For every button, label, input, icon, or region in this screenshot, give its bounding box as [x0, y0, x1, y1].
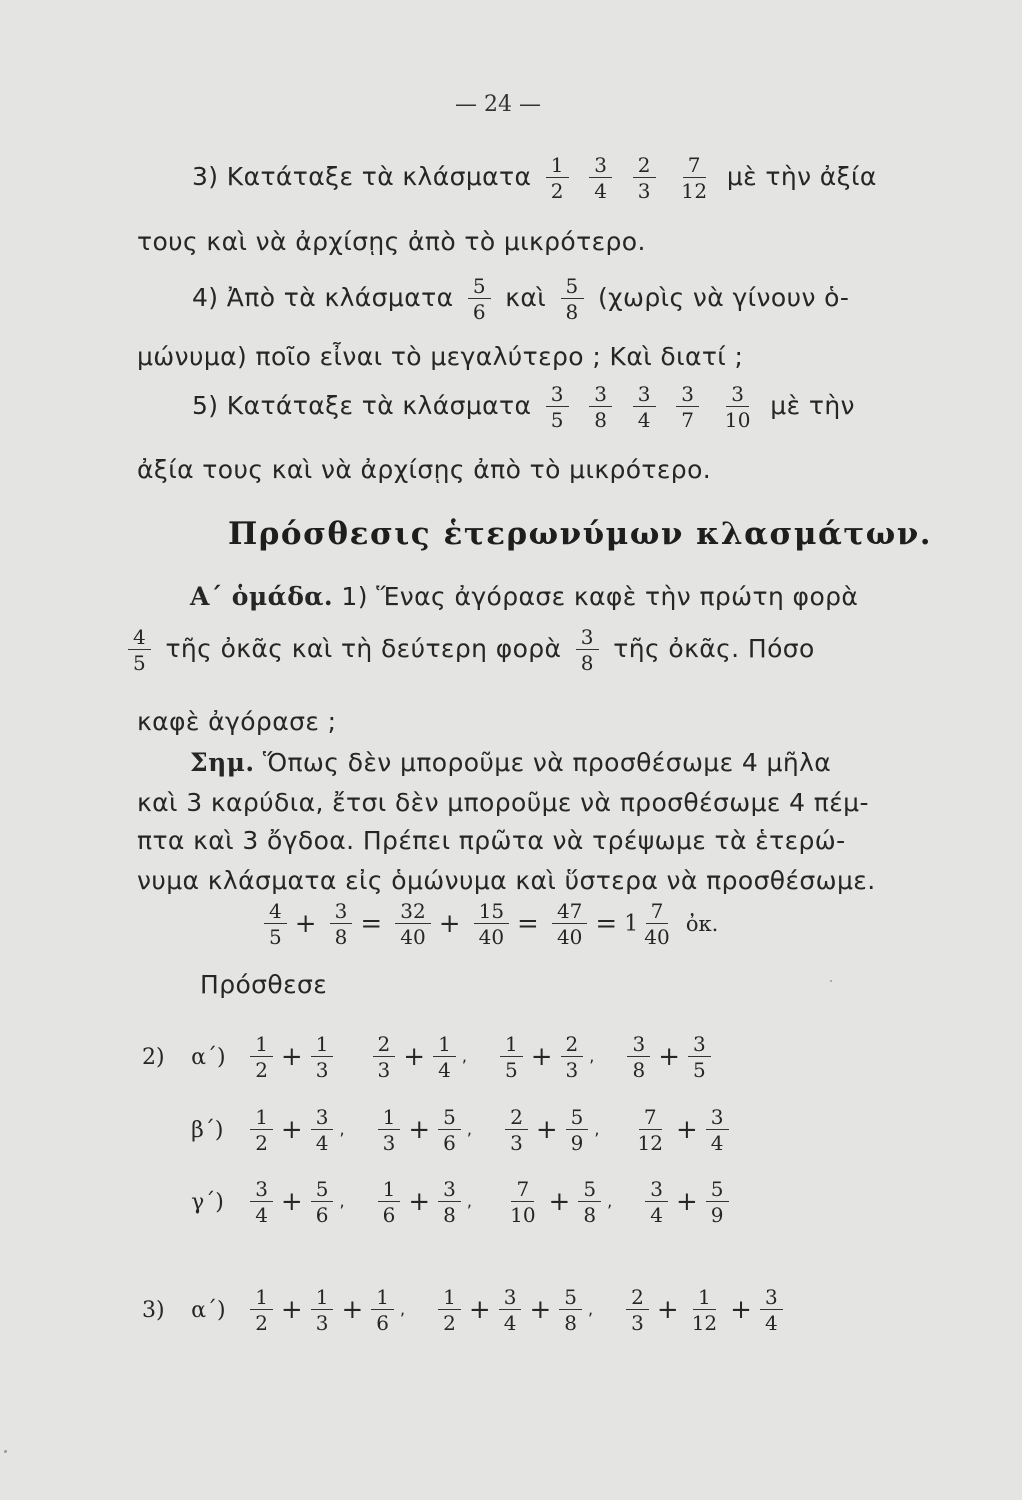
fraction	[378, 1178, 401, 1226]
item-4-suffix: (χωρὶς νὰ γίνουν ὁ-	[598, 283, 850, 312]
numerator: 3	[645, 1178, 668, 1202]
denominator: 6	[376, 1311, 389, 1335]
page-number: — 24 —	[455, 92, 541, 117]
group-label: Α΄ ὁμάδα.	[190, 582, 334, 611]
sum-expression: $\frac{1}{2}$ + $\frac{1}{3}$ + $\frac{1}{6}$ ,	[244, 1286, 405, 1334]
sum-expression: $\frac{1}{3}$ + $\frac{5}{6}$ ,	[372, 1106, 472, 1154]
fraction	[578, 1178, 601, 1226]
numerator: 1	[546, 154, 569, 178]
numerator: 1	[311, 1033, 334, 1057]
denominator: 3	[315, 1058, 329, 1082]
sum-expression	[620, 1286, 789, 1334]
denominator: 4	[594, 179, 608, 203]
denominator: 9	[710, 1203, 724, 1227]
fraction	[438, 1106, 461, 1154]
problem-1-text-b: τῆς ὀκᾶς. Πόσο	[613, 634, 815, 663]
numerator: 1	[693, 1286, 716, 1310]
denominator: 8	[594, 408, 608, 432]
fraction	[639, 900, 674, 948]
denominator: 7	[681, 408, 695, 432]
fraction	[589, 154, 612, 202]
fraction	[264, 900, 287, 948]
plus-sign: +	[730, 1295, 752, 1325]
numerator: 15	[474, 900, 509, 924]
plus-sign: +	[548, 1187, 571, 1217]
item-3-suffix: μὲ τὴν ἀξία	[726, 162, 877, 191]
numerator: 1	[371, 1286, 394, 1310]
denominator: 9	[570, 1131, 584, 1155]
mixed-whole: 1	[624, 911, 639, 937]
numerator: 7	[511, 1178, 534, 1202]
denominator: 4	[503, 1311, 517, 1335]
item-4-line-2: μώνυμα) ποῖο εἶναι τὸ μεγαλύτερο ; Καὶ διατί ;	[137, 342, 744, 371]
numerator: 5	[311, 1178, 334, 1202]
row-label: γ΄)	[191, 1189, 224, 1215]
sum-expression: $\frac{1}{2}$ + $\frac{3}{4}$ + $\frac{5}{8}$ ,	[432, 1286, 593, 1334]
fraction	[505, 1178, 540, 1226]
numerator: 5	[438, 1106, 461, 1130]
denominator: 40	[400, 925, 426, 949]
fraction	[633, 154, 656, 202]
denominator: 3	[510, 1131, 523, 1155]
numerator: 1	[378, 1106, 401, 1130]
numerator: 1	[378, 1178, 401, 1202]
row-label: α΄)	[191, 1044, 226, 1070]
note-line-1	[190, 748, 831, 778]
denominator: 4	[764, 1311, 778, 1335]
fraction	[395, 900, 430, 948]
numerator: 3	[627, 1033, 650, 1057]
denominator: 40	[556, 925, 583, 949]
fraction	[676, 154, 712, 202]
numerator: 3	[311, 1106, 334, 1130]
denominator: 8	[334, 925, 348, 949]
fraction	[468, 275, 491, 323]
fraction	[676, 383, 699, 431]
numerator: 7	[683, 154, 706, 178]
item-3-line-1	[192, 154, 877, 202]
denominator: 8	[580, 651, 594, 675]
equals-sign: =	[517, 909, 539, 939]
numerator: 3	[760, 1286, 783, 1310]
denominator: 8	[443, 1203, 456, 1227]
item-3-prefix: 3) Κατάταξε τὰ κλάσματα	[192, 162, 532, 191]
numerator: 3	[676, 383, 699, 407]
numerator: 5	[559, 1286, 582, 1310]
fraction	[438, 1178, 461, 1226]
item-4-line-1	[192, 275, 849, 323]
fraction	[505, 1106, 528, 1154]
note-line-4: νυμα κλάσματα εἰς ὁμώνυμα καὶ ὕστερα νὰ προσθέσωμε.	[137, 866, 876, 895]
denominator: 2	[443, 1311, 456, 1335]
fraction	[311, 1178, 334, 1226]
denominator: 4	[315, 1131, 329, 1155]
denominator: 3	[382, 1131, 396, 1155]
sum-expression: $\frac{7}{10}$ + $\frac{5}{8}$ ,	[499, 1178, 612, 1226]
denominator: 12	[681, 179, 708, 203]
worked-equation	[258, 900, 718, 948]
fraction	[433, 1033, 456, 1081]
fraction	[438, 1286, 461, 1334]
sum-expression: $\frac{1}{5}$ + $\frac{2}{3}$ ,	[494, 1033, 594, 1081]
numerator: 3	[576, 626, 599, 650]
denominator: 5	[505, 1058, 518, 1082]
plus-sign: +	[676, 1115, 698, 1145]
fraction	[500, 1033, 523, 1081]
problem-1-line-1	[190, 582, 858, 612]
section-heading: Πρόσθεσις ἑτερωνύμων κλασμάτων.	[228, 516, 933, 552]
row-label: α΄)	[191, 1297, 226, 1323]
fraction	[720, 383, 756, 431]
numerator: 3	[438, 1178, 461, 1202]
numerator: 4	[264, 900, 287, 924]
item-5-line-2: ἀξία τους καὶ νὰ ἀρχίσῃς ἀπὸ τὸ μικρότερο.	[137, 455, 712, 484]
numerator: 7	[646, 900, 669, 924]
fraction	[552, 900, 587, 948]
numerator: 5	[561, 275, 584, 299]
denominator: 40	[478, 925, 505, 949]
fraction	[706, 1106, 729, 1154]
fraction	[627, 1033, 650, 1081]
note-line-2: καὶ 3 καρύδια, ἔτσι δὲν μποροῦμε νὰ προσθέσωμε 4 πέμ-	[137, 788, 869, 817]
numerator: 1	[250, 1286, 273, 1310]
denominator: 4	[255, 1203, 268, 1227]
numerator: 3	[330, 900, 353, 924]
numerator: 3	[633, 383, 656, 407]
sum-expression	[627, 1106, 735, 1154]
equals-sign: =	[595, 909, 618, 939]
numerator: 5	[468, 275, 491, 299]
denominator: 3	[637, 179, 651, 203]
fraction	[330, 900, 353, 948]
denominator: 8	[632, 1058, 646, 1082]
denominator: 3	[315, 1311, 329, 1335]
denominator: 2	[255, 1131, 268, 1155]
numerator: 2	[373, 1033, 396, 1057]
denominator: 3	[565, 1058, 579, 1082]
item-5-line-1	[192, 383, 855, 431]
fraction	[559, 1286, 582, 1334]
denominator: 8	[565, 300, 579, 324]
numerator: 1	[438, 1286, 461, 1310]
sum-expression	[244, 1033, 339, 1081]
denominator: 3	[377, 1058, 391, 1082]
fraction	[589, 383, 612, 431]
fraction	[633, 1106, 668, 1154]
denominator: 2	[550, 179, 564, 203]
paper-speck	[4, 1450, 7, 1453]
denominator: 5	[133, 651, 147, 675]
numerator: 1	[250, 1106, 273, 1130]
denominator: 40	[644, 925, 670, 949]
fraction	[128, 626, 151, 674]
exercise-number: 2)	[142, 1044, 165, 1070]
numerator: 3	[589, 154, 612, 178]
item-4-prefix: 4) Ἀπὸ τὰ κλάσματα	[192, 283, 454, 312]
fraction	[311, 1106, 334, 1154]
denominator: 5	[692, 1058, 706, 1082]
denominator: 4	[438, 1058, 451, 1082]
denominator: 8	[583, 1203, 597, 1227]
fraction	[561, 275, 584, 323]
sum-expression: $\frac{2}{3}$ + $\frac{5}{9}$ ,	[499, 1106, 599, 1154]
numerator: 3	[589, 383, 612, 407]
denominator: 4	[710, 1131, 724, 1155]
fraction	[546, 154, 569, 202]
numerator: 3	[250, 1178, 273, 1202]
numerator: 1	[311, 1286, 334, 1310]
numerator: 1	[433, 1033, 456, 1057]
problem-1-text-a: τῆς ὀκᾶς καὶ τὴ δεύτερη φορὰ	[165, 634, 562, 663]
numerator: 7	[639, 1106, 662, 1130]
fraction	[474, 900, 509, 948]
exercise-number: 3)	[142, 1297, 165, 1323]
equals-sign: =	[360, 909, 383, 939]
numerator: 3	[499, 1286, 522, 1310]
exercise-2-row-c	[142, 1178, 757, 1226]
plus-sign: +	[403, 1042, 426, 1072]
fraction	[706, 1178, 729, 1226]
fraction	[688, 1033, 711, 1081]
denominator: 2	[255, 1058, 268, 1082]
denominator: 4	[650, 1203, 663, 1227]
denominator: 6	[472, 300, 486, 324]
denominator: 6	[443, 1131, 456, 1155]
sum-expression: $\frac{2}{3}$ + $\frac{1}{4}$ ,	[367, 1033, 467, 1081]
denominator: 2	[255, 1311, 268, 1335]
numerator: 47	[552, 900, 587, 924]
plus-sign: +	[408, 1187, 431, 1217]
sum-expression: $\frac{1}{2}$ + $\frac{3}{4}$ ,	[244, 1106, 344, 1154]
fraction	[576, 626, 599, 674]
sum-expression	[639, 1178, 734, 1226]
fraction	[311, 1033, 334, 1081]
fraction	[378, 1106, 401, 1154]
numerator: 4	[128, 626, 151, 650]
fraction	[371, 1286, 394, 1334]
denominator: 3	[631, 1311, 644, 1335]
fraction	[566, 1106, 589, 1154]
denominator: 6	[315, 1203, 329, 1227]
numerator: 5	[706, 1178, 729, 1202]
denominator: 12	[691, 1311, 718, 1335]
denominator: 8	[564, 1311, 577, 1335]
fraction	[250, 1033, 273, 1081]
numerator: 2	[626, 1286, 649, 1310]
denominator: 5	[269, 925, 282, 949]
fraction	[250, 1106, 273, 1154]
denominator: 10	[724, 408, 751, 432]
unit-label: ὀκ.	[685, 912, 719, 936]
exercise-2-row-a	[142, 1033, 739, 1081]
denominator: 4	[637, 408, 651, 432]
denominator: 10	[510, 1203, 536, 1227]
denominator: 6	[382, 1203, 396, 1227]
fraction	[499, 1286, 522, 1334]
plus-sign: +	[676, 1187, 698, 1217]
fraction	[373, 1033, 396, 1081]
numerator: 2	[561, 1033, 584, 1057]
plus-sign: +	[280, 1295, 303, 1325]
item-5-prefix: 5) Κατάταξε τὰ κλάσματα	[192, 391, 532, 420]
plus-sign: +	[408, 1115, 431, 1145]
exercise-3-row-a	[142, 1286, 811, 1334]
note-text-1: Ὅπως δὲν μποροῦμε νὰ προσθέσωμε 4 μῆλα	[262, 748, 832, 777]
exercise-2-row-b	[142, 1106, 757, 1154]
numerator: 2	[633, 154, 656, 178]
plus-sign: +	[535, 1115, 558, 1145]
plus-sign: +	[658, 1042, 680, 1072]
sum-expression	[621, 1033, 716, 1081]
note-line-3: πτα καὶ 3 ὄγδοα. Πρέπει πρῶτα νὰ τρέψωμε τὰ ἑτερώ-	[137, 826, 846, 855]
plus-sign: +	[280, 1187, 303, 1217]
numerator: 5	[578, 1178, 601, 1202]
numerator: 32	[395, 900, 430, 924]
plus-sign: +	[294, 909, 317, 939]
problem-1-line-3: καφὲ ἀγόρασε ;	[137, 707, 337, 736]
problem-1-text: 1) Ἕνας ἀγόρασε καφὲ τὴν πρώτη φορὰ	[341, 582, 859, 611]
note-label: Σημ.	[190, 748, 255, 777]
item-4-mid: καὶ	[505, 283, 547, 312]
fraction	[626, 1286, 649, 1334]
fraction	[546, 383, 569, 431]
item-3-line-2: τους καὶ νὰ ἀρχίσῃς ἀπὸ τὸ μικρότερο.	[137, 227, 646, 256]
fraction	[760, 1286, 783, 1334]
denominator: 12	[637, 1131, 663, 1155]
numerator: 1	[500, 1033, 523, 1057]
numerator: 3	[726, 383, 749, 407]
plus-sign: +	[530, 1042, 553, 1072]
numerator: 3	[688, 1033, 711, 1057]
numerator: 1	[250, 1033, 273, 1057]
numerator: 3	[546, 383, 569, 407]
fraction	[561, 1033, 584, 1081]
paper-speck	[830, 980, 832, 982]
fraction	[250, 1178, 273, 1226]
fraction	[311, 1286, 334, 1334]
numerator: 5	[566, 1106, 589, 1130]
plus-sign: +	[656, 1295, 679, 1325]
sum-expression: $\frac{3}{4}$ + $\frac{5}{6}$ ,	[244, 1178, 344, 1226]
numerator: 3	[706, 1106, 729, 1130]
fraction	[633, 383, 656, 431]
plus-sign: +	[280, 1042, 303, 1072]
fraction	[250, 1286, 273, 1334]
exercise-title: Πρόσθεσε	[200, 970, 328, 999]
plus-sign: +	[341, 1295, 364, 1325]
plus-sign: +	[280, 1115, 303, 1145]
row-label: β΄)	[191, 1117, 224, 1143]
item-5-suffix: μὲ τὴν	[770, 391, 855, 420]
numerator: 2	[505, 1106, 528, 1130]
fraction	[645, 1178, 668, 1226]
fraction	[687, 1286, 722, 1334]
sum-expression: $\frac{1}{6}$ + $\frac{3}{8}$ ,	[372, 1178, 472, 1226]
plus-sign: +	[468, 1295, 491, 1325]
plus-sign: +	[438, 909, 461, 939]
plus-sign: +	[529, 1295, 552, 1325]
problem-1-line-2	[128, 626, 815, 674]
denominator: 5	[550, 408, 564, 432]
